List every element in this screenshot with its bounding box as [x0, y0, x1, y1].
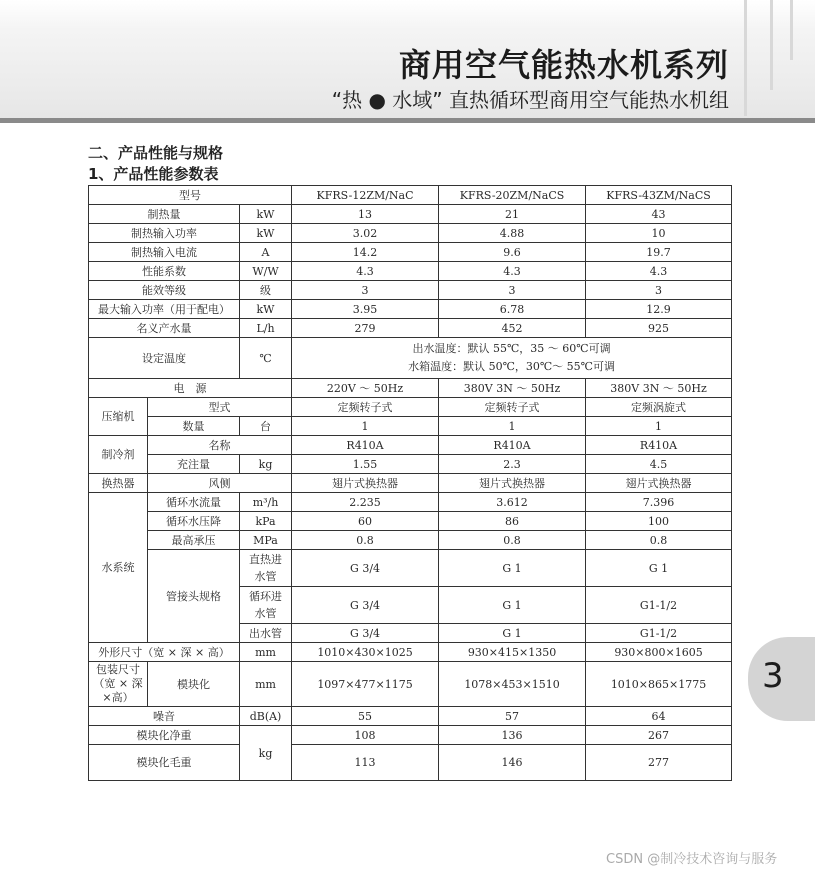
- value-cell: 1010×430×1025: [292, 643, 439, 662]
- table-row: [89, 338, 732, 379]
- table-row: [89, 319, 732, 338]
- value-cell: G 1: [439, 624, 586, 643]
- table-row: [89, 707, 732, 726]
- row-label: 循环水流量: [148, 493, 240, 512]
- value-cell: 6.78: [439, 300, 586, 319]
- value-cell: 2.235: [292, 493, 439, 512]
- table-row: [89, 474, 732, 493]
- value-cell: 翅片式换热器: [586, 474, 732, 493]
- table-row: [89, 262, 732, 281]
- row-label: 名义产水量: [89, 319, 240, 338]
- table-row: [89, 243, 732, 262]
- group-label: 包装尺寸（宽 × 深×高）: [89, 662, 148, 707]
- value-cell: 3: [439, 281, 586, 300]
- row-label: 电 源: [89, 379, 292, 398]
- value-cell: 380V 3N ～ 50Hz: [586, 379, 732, 398]
- group-label: 制冷剂: [89, 436, 148, 474]
- value-cell: G 3/4: [292, 624, 439, 643]
- value-cell: G 1: [439, 587, 586, 624]
- value-cell: 3.02: [292, 224, 439, 243]
- row-label: 制热输入电流: [89, 243, 240, 262]
- page-subtitle: “热 ● 水域” 直热循环型商用空气能热水机组: [331, 88, 729, 112]
- sub-label: 循环进水管: [240, 587, 292, 624]
- value-cell: 21: [439, 205, 586, 224]
- model-name: KFRS-43ZM/NaCS: [586, 186, 732, 205]
- value-cell: 60: [292, 512, 439, 531]
- table-row: [89, 531, 732, 550]
- row-label: 最大输入功率（用于配电）: [89, 300, 240, 319]
- table-row: [89, 224, 732, 243]
- row-label: 充注量: [148, 455, 240, 474]
- model-name: KFRS-20ZM/NaCS: [439, 186, 586, 205]
- value-cell: 1078×453×1510: [439, 662, 586, 707]
- section-title: 二、产品性能与规格: [88, 144, 224, 162]
- unit-cell: kg: [240, 726, 292, 781]
- value-cell: 43: [586, 205, 732, 224]
- subsection-title: 1、产品性能参数表: [88, 165, 219, 183]
- watermark: CSDN @制冷技术咨询与服务: [606, 852, 778, 867]
- value-cell: 定频转子式: [292, 398, 439, 417]
- table-row: [89, 436, 732, 455]
- unit-cell: kg: [240, 455, 292, 474]
- value-cell: 3: [586, 281, 732, 300]
- value-cell: 1.55: [292, 455, 439, 474]
- value-cell: G1-1/2: [586, 587, 732, 624]
- value-cell: 7.396: [586, 493, 732, 512]
- unit-cell: L/h: [240, 319, 292, 338]
- header-stripe: [744, 0, 747, 116]
- value-cell: 380V 3N ～ 50Hz: [439, 379, 586, 398]
- row-label: 设定温度: [89, 338, 240, 379]
- table-row: [89, 205, 732, 224]
- value-cell: G1-1/2: [586, 624, 732, 643]
- row-label: 风侧: [148, 474, 292, 493]
- value-cell: 4.3: [292, 262, 439, 281]
- table-row: [89, 745, 732, 781]
- value-cell: 925: [586, 319, 732, 338]
- row-label: 模块化: [148, 662, 240, 707]
- header-stripe: [790, 0, 793, 60]
- page-title: 商用空气能热水机系列: [398, 46, 729, 84]
- value-cell: G 3/4: [292, 587, 439, 624]
- value-cell: 1010×865×1775: [586, 662, 732, 707]
- unit-cell: ℃: [240, 338, 292, 379]
- value-cell: 1: [439, 417, 586, 436]
- group-label: 换热器: [89, 474, 148, 493]
- value-cell: 277: [586, 745, 732, 781]
- row-label: 最高承压: [148, 531, 240, 550]
- value-cell: 14.2: [292, 243, 439, 262]
- sub-label: 出水管: [240, 624, 292, 643]
- row-label: 外形尺寸（宽 × 深 × 高）: [89, 643, 240, 662]
- value-cell: 57: [439, 707, 586, 726]
- table-row: [89, 512, 732, 531]
- unit-cell: mm: [240, 662, 292, 707]
- row-label: 制热量: [89, 205, 240, 224]
- value-cell: 9.6: [439, 243, 586, 262]
- unit-cell: kPa: [240, 512, 292, 531]
- model-label: 型号: [89, 186, 292, 205]
- unit-cell: mm: [240, 643, 292, 662]
- unit-cell: W/W: [240, 262, 292, 281]
- value-cell: 113: [292, 745, 439, 781]
- page-number: 3: [762, 656, 784, 696]
- set-temperature-cell: [292, 338, 732, 379]
- table-row: [89, 493, 732, 512]
- table-row: [89, 455, 732, 474]
- value-cell: 146: [439, 745, 586, 781]
- unit-cell: MPa: [240, 531, 292, 550]
- value-cell: 86: [439, 512, 586, 531]
- value-cell: 2.3: [439, 455, 586, 474]
- tank-temp-text: 水箱温度：默认 50℃，30℃～ 55℃可调: [408, 360, 615, 373]
- unit-cell: 级: [240, 281, 292, 300]
- value-cell: 452: [439, 319, 586, 338]
- value-cell: R410A: [586, 436, 732, 455]
- value-cell: 3.95: [292, 300, 439, 319]
- row-label: 制热输入功率: [89, 224, 240, 243]
- value-cell: 13: [292, 205, 439, 224]
- row-label: 模块化净重: [89, 726, 240, 745]
- value-cell: 3.612: [439, 493, 586, 512]
- value-cell: 4.3: [439, 262, 586, 281]
- row-label: 能效等级: [89, 281, 240, 300]
- unit-cell: kW: [240, 224, 292, 243]
- table-row: [89, 550, 732, 587]
- row-label: 循环水压降: [148, 512, 240, 531]
- value-cell: 100: [586, 512, 732, 531]
- value-cell: 19.7: [586, 243, 732, 262]
- table-row: [89, 379, 732, 398]
- value-cell: 55: [292, 707, 439, 726]
- sub-label: 直热进水管: [240, 550, 292, 587]
- value-cell: 1: [586, 417, 732, 436]
- value-cell: 930×800×1605: [586, 643, 732, 662]
- value-cell: G 1: [586, 550, 732, 587]
- row-label: 名称: [148, 436, 292, 455]
- header-rule: [0, 118, 815, 123]
- table-row: [89, 643, 732, 662]
- value-cell: 4.3: [586, 262, 732, 281]
- value-cell: R410A: [439, 436, 586, 455]
- spec-table: [88, 185, 732, 781]
- value-cell: 翅片式换热器: [292, 474, 439, 493]
- value-cell: 1097×477×1175: [292, 662, 439, 707]
- header-stripe: [770, 0, 773, 90]
- value-cell: 64: [586, 707, 732, 726]
- value-cell: 10: [586, 224, 732, 243]
- value-cell: 4.88: [439, 224, 586, 243]
- row-label: 数量: [148, 417, 240, 436]
- value-cell: 0.8: [292, 531, 439, 550]
- unit-cell: m³/h: [240, 493, 292, 512]
- value-cell: 267: [586, 726, 732, 745]
- table-row: [89, 662, 732, 707]
- row-label: 管接头规格: [148, 550, 240, 643]
- value-cell: 定频涡旋式: [586, 398, 732, 417]
- value-cell: 108: [292, 726, 439, 745]
- value-cell: 0.8: [586, 531, 732, 550]
- row-label: 型式: [148, 398, 292, 417]
- value-cell: G 3/4: [292, 550, 439, 587]
- row-label: 模块化毛重: [89, 745, 240, 781]
- value-cell: 0.8: [439, 531, 586, 550]
- value-cell: 1: [292, 417, 439, 436]
- table-row: [89, 300, 732, 319]
- value-cell: 3: [292, 281, 439, 300]
- value-cell: 定频转子式: [439, 398, 586, 417]
- value-cell: 4.5: [586, 455, 732, 474]
- table-row: [89, 726, 732, 745]
- table-row: [89, 398, 732, 417]
- value-cell: 220V ～ 50Hz: [292, 379, 439, 398]
- row-label: 性能系数: [89, 262, 240, 281]
- value-cell: G 1: [439, 550, 586, 587]
- group-label: 水系统: [89, 493, 148, 643]
- row-label: 噪音: [89, 707, 240, 726]
- unit-cell: kW: [240, 205, 292, 224]
- unit-cell: 台: [240, 417, 292, 436]
- value-cell: 136: [439, 726, 586, 745]
- unit-cell: kW: [240, 300, 292, 319]
- unit-cell: dB(A): [240, 707, 292, 726]
- model-name: KFRS-12ZM/NaC: [292, 186, 439, 205]
- outlet-temp-text: 出水温度：默认 55℃，35 ～ 60℃可调: [412, 342, 611, 355]
- group-label: 压缩机: [89, 398, 148, 436]
- value-cell: 279: [292, 319, 439, 338]
- value-cell: 12.9: [586, 300, 732, 319]
- value-cell: R410A: [292, 436, 439, 455]
- table-row: [89, 186, 732, 205]
- table-row: [89, 281, 732, 300]
- value-cell: 翅片式换热器: [439, 474, 586, 493]
- unit-cell: A: [240, 243, 292, 262]
- value-cell: 930×415×1350: [439, 643, 586, 662]
- table-row: [89, 417, 732, 436]
